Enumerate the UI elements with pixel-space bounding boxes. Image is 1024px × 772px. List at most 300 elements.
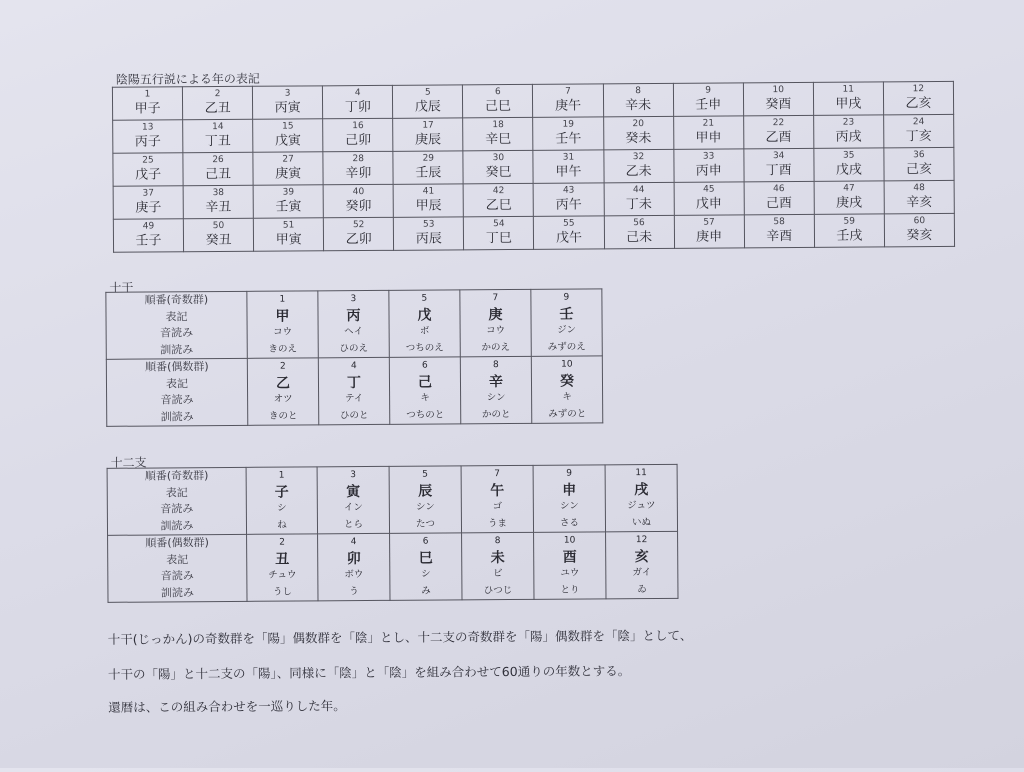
year-number: 31 — [562, 152, 575, 163]
year-cell — [883, 81, 953, 114]
year-name: 壬辰 — [415, 165, 442, 181]
year-number: 53 — [422, 219, 435, 230]
year-name: 庚戌 — [836, 195, 863, 211]
year-cell — [253, 86, 323, 119]
kanji: 己 — [417, 374, 433, 391]
branches-even-labels — [108, 534, 247, 602]
year-name: 癸卯 — [345, 198, 372, 215]
kanji: 甲 — [275, 308, 290, 325]
year-name: 丁酉 — [765, 163, 792, 179]
year-cell — [674, 182, 744, 215]
year-number: 23 — [842, 117, 855, 128]
order-number: 12 — [635, 535, 648, 546]
year-name: 庚子 — [135, 200, 162, 216]
year-number: 12 — [912, 84, 925, 95]
stems-item — [389, 290, 460, 357]
year-name: 戊申 — [695, 196, 722, 212]
year-cell — [743, 115, 813, 148]
order-number: 4 — [350, 537, 357, 548]
year-name: 丙申 — [695, 163, 722, 179]
year-name: 戊午 — [555, 230, 583, 246]
row-label: 表記 — [165, 376, 189, 390]
year-cell — [394, 217, 464, 250]
year-number: 16 — [352, 121, 364, 132]
year-number: 28 — [352, 154, 364, 165]
year-number: 24 — [912, 117, 925, 128]
year-cell — [183, 119, 253, 152]
year-cell — [744, 148, 814, 181]
year-number: 2 — [214, 89, 221, 100]
year-name: 乙亥 — [905, 96, 932, 112]
year-cell — [464, 216, 534, 249]
stems-item — [247, 291, 318, 358]
stems-item — [247, 358, 318, 425]
year-name: 丙辰 — [415, 231, 442, 247]
branches-item — [462, 532, 534, 600]
year-name: 癸酉 — [765, 97, 792, 113]
branches-item — [317, 466, 389, 534]
year-number: 18 — [492, 120, 504, 131]
on-reading: チュウ — [268, 569, 297, 581]
year-name: 癸亥 — [906, 228, 933, 244]
branches-table — [107, 464, 679, 603]
year-name: 壬申 — [695, 97, 722, 113]
kanji: 庚 — [488, 306, 503, 323]
year-number: 46 — [773, 184, 785, 195]
row-label: 表記 — [165, 485, 188, 499]
kanji: 戊 — [417, 307, 432, 324]
year-name: 癸未 — [625, 131, 652, 147]
year-name: 乙卯 — [345, 231, 372, 248]
year-number: 6 — [494, 87, 501, 98]
branches-odd-labels — [107, 467, 246, 535]
order-number: 2 — [279, 537, 285, 548]
row-label: 順番(偶数群) — [145, 360, 209, 374]
on-reading: ヘイ — [344, 326, 364, 338]
kanji: 丙 — [346, 307, 361, 324]
kanji: 卯 — [346, 550, 361, 567]
row-label: 訓読み — [160, 585, 194, 599]
kanji: 寅 — [346, 483, 361, 500]
year-cell — [463, 84, 533, 117]
on-reading: コウ — [486, 325, 506, 337]
year-cell — [884, 213, 954, 246]
year-number: 39 — [282, 187, 295, 198]
on-reading: シン — [415, 501, 435, 513]
year-name: 壬戌 — [836, 228, 863, 244]
row-label: 音読み — [160, 326, 194, 340]
on-reading: キ — [562, 391, 572, 403]
year-number: 4 — [354, 88, 361, 99]
year-number: 47 — [843, 183, 855, 194]
kun-reading: み — [421, 585, 431, 597]
year-name: 戊子 — [135, 167, 162, 183]
row-label: 順番(奇数群) — [144, 469, 209, 483]
stems-even-row — [106, 356, 602, 426]
kun-reading: とり — [560, 584, 580, 596]
year-number: 13 — [141, 122, 154, 133]
year-cell — [182, 86, 252, 119]
year-cell — [463, 150, 533, 183]
year-name: 戊辰 — [414, 99, 441, 115]
year-cell — [113, 186, 183, 219]
order-number: 6 — [421, 360, 428, 371]
year-cell — [324, 217, 394, 250]
kanji: 乙 — [275, 375, 291, 392]
year-number: 49 — [142, 221, 155, 232]
year-name: 丙子 — [134, 134, 161, 150]
year-name: 丙寅 — [274, 100, 301, 116]
year-number: 41 — [422, 186, 435, 197]
year-name: 辛卯 — [345, 165, 372, 182]
year-name: 丁丑 — [204, 133, 231, 150]
year-name: 壬子 — [135, 233, 162, 249]
year-number: 7 — [565, 86, 571, 97]
year-number: 27 — [282, 154, 294, 165]
year-number: 50 — [212, 221, 225, 232]
kun-reading: かのえ — [481, 341, 511, 353]
stems-item — [318, 290, 389, 357]
year-number: 29 — [422, 153, 435, 164]
year-name: 辛巳 — [485, 131, 512, 148]
year-cell — [883, 114, 953, 147]
order-number: 5 — [421, 293, 428, 304]
row-label: 音読み — [160, 393, 194, 407]
year-cell — [603, 83, 673, 116]
year-cell — [253, 152, 323, 185]
year-number: 51 — [282, 220, 295, 231]
note-line-3: 還暦は、この組み合わせを一巡りした年。 — [108, 698, 346, 715]
year-name: 戊寅 — [274, 133, 302, 149]
stems-item — [460, 289, 531, 356]
year-cell — [183, 152, 253, 185]
order-number: 9 — [563, 292, 570, 303]
branches-even-row — [108, 531, 678, 602]
stems-item — [460, 356, 531, 423]
on-reading: ボウ — [344, 569, 364, 581]
order-number: 2 — [279, 361, 286, 372]
year-cell — [744, 181, 814, 214]
year-number: 36 — [913, 150, 925, 161]
year-name: 甲戌 — [835, 96, 862, 112]
year-number: 17 — [422, 120, 434, 131]
order-number: 9 — [566, 468, 573, 479]
kun-reading: きのえ — [268, 343, 298, 355]
year-number: 25 — [142, 155, 154, 166]
order-number: 3 — [350, 294, 357, 305]
year-cell — [253, 185, 323, 218]
order-number: 10 — [561, 359, 573, 370]
year-name: 丁卯 — [344, 99, 371, 116]
kanji: 辛 — [488, 373, 504, 390]
on-reading: イン — [343, 502, 363, 514]
branches-item — [534, 532, 606, 600]
stems-odd-row — [106, 289, 602, 359]
note-line-1: 十干(じっかん)の奇数群を「陽」偶数群を「陰」とし、十二支の奇数群を「陽」偶数群を「陰」として、 — [107, 627, 693, 647]
year-number: 26 — [212, 155, 224, 166]
kun-reading: つちのえ — [405, 341, 444, 354]
year-cell — [673, 149, 743, 182]
order-number: 8 — [492, 360, 499, 371]
kun-reading: ひのと — [339, 409, 369, 421]
branches-item — [461, 465, 533, 533]
year-cell — [323, 85, 393, 118]
year-cell — [113, 153, 183, 186]
year-cell — [674, 215, 744, 248]
year-name: 己未 — [626, 230, 653, 246]
kun-reading: う — [349, 585, 359, 597]
year-name: 丙午 — [555, 197, 582, 213]
year-cell — [183, 185, 253, 218]
year-number: 15 — [282, 121, 294, 132]
year-cell — [603, 149, 673, 182]
row-label: 表記 — [166, 552, 189, 566]
branches-item — [318, 533, 390, 601]
year-number: 32 — [632, 152, 645, 163]
kanji: 丁 — [346, 374, 362, 391]
kun-reading: とら — [343, 518, 364, 530]
year-name: 庚寅 — [275, 166, 302, 182]
year-number: 40 — [352, 187, 365, 198]
year-cell — [534, 216, 604, 249]
kanji: 巳 — [418, 550, 433, 567]
year-cell — [603, 116, 673, 149]
year-number: 57 — [703, 217, 715, 228]
year-cell — [112, 87, 182, 120]
year-cell — [814, 181, 884, 214]
year-cell — [253, 218, 323, 251]
kanji: 亥 — [634, 548, 649, 565]
year-cell — [813, 115, 883, 148]
on-reading: ジュツ — [627, 500, 656, 512]
stems-even-labels — [106, 358, 247, 426]
on-reading: コウ — [273, 326, 293, 338]
kanji: 子 — [274, 484, 289, 501]
year-cell — [604, 182, 674, 215]
branches-item — [246, 467, 317, 534]
year-name: 甲寅 — [275, 232, 302, 248]
year-cell — [533, 84, 603, 117]
on-reading: シ — [421, 568, 431, 580]
year-number: 21 — [702, 118, 715, 129]
year-number: 45 — [703, 184, 715, 195]
year-number: 59 — [843, 216, 855, 227]
year-number: 22 — [772, 118, 785, 129]
kun-reading: みずのえ — [547, 340, 586, 353]
year-name: 己丑 — [205, 166, 232, 183]
kun-reading: ひのえ — [339, 342, 369, 354]
year-cell — [393, 85, 463, 118]
year-cell — [673, 116, 743, 149]
kun-reading: ひつじ — [483, 584, 513, 596]
on-reading: ジン — [557, 324, 577, 336]
order-number: 11 — [635, 468, 647, 479]
year-cell — [814, 214, 884, 247]
year-name: 辛丑 — [205, 199, 232, 216]
year-cell — [393, 184, 463, 217]
year-number: 5 — [424, 87, 431, 98]
year-name: 辛未 — [625, 98, 652, 114]
kun-reading: つちのと — [406, 408, 445, 421]
year-number: 44 — [632, 185, 645, 196]
year-table — [112, 81, 955, 253]
year-name: 癸丑 — [205, 232, 232, 249]
kanji: 壬 — [559, 306, 574, 323]
year-number: 3 — [284, 88, 291, 99]
stems-odd-labels — [106, 291, 247, 359]
year-name: 甲申 — [695, 130, 722, 146]
kun-reading: さる — [559, 517, 580, 529]
row-label: 順番(奇数群) — [144, 293, 209, 307]
year-cell — [884, 180, 954, 213]
stems-title: 十干 — [109, 280, 134, 295]
year-number: 34 — [772, 151, 785, 162]
branches-item — [247, 534, 318, 601]
branches-title: 十二支 — [110, 455, 147, 470]
year-name: 丙戌 — [835, 129, 862, 145]
year-name: 辛酉 — [766, 229, 793, 245]
branches-item — [390, 533, 462, 601]
year-number: 33 — [702, 151, 715, 162]
kanji: 丑 — [275, 551, 290, 568]
kanji: 申 — [562, 482, 577, 499]
stems-item — [389, 357, 460, 424]
kanji: 戌 — [634, 481, 649, 498]
kanji: 辰 — [418, 483, 433, 500]
on-reading: ユウ — [560, 567, 580, 579]
year-name: 甲午 — [555, 164, 582, 180]
year-number: 11 — [842, 84, 855, 95]
branches-item — [605, 464, 677, 532]
year-number: 14 — [212, 122, 224, 133]
year-cell — [744, 214, 814, 247]
year-cell — [673, 83, 743, 116]
year-name: 甲子 — [134, 101, 161, 117]
year-name: 庚辰 — [415, 132, 442, 148]
order-number: 1 — [278, 470, 285, 481]
kanji: 癸 — [559, 373, 575, 390]
on-reading: シン — [559, 500, 579, 512]
on-reading: キ — [420, 392, 430, 404]
year-number: 43 — [562, 185, 575, 196]
year-cell — [463, 183, 533, 216]
order-number: 10 — [563, 535, 576, 546]
year-number: 38 — [212, 188, 225, 199]
year-name: 乙酉 — [765, 130, 792, 146]
stems-item — [531, 289, 602, 356]
branches-item — [606, 531, 678, 599]
row-label: 音読み — [160, 569, 194, 583]
kun-reading: うま — [487, 517, 508, 529]
year-cell — [113, 219, 183, 252]
on-reading: ボ — [419, 325, 430, 337]
year-number: 58 — [773, 217, 785, 228]
kun-reading: きのと — [268, 409, 298, 422]
year-number: 20 — [632, 119, 645, 130]
year-name: 丁巳 — [485, 230, 512, 247]
year-cell — [183, 218, 253, 251]
order-number: 3 — [350, 470, 357, 481]
year-number: 37 — [142, 188, 154, 199]
row-label: 訓読み — [160, 342, 194, 356]
year-cell — [533, 117, 603, 150]
year-cell — [253, 119, 323, 152]
note-line-2: 十干の「陽」と十二支の「陽」、同様に「陰」と「陰」を組み合わせて60通りの年数とする。 — [107, 663, 631, 682]
on-reading: オツ — [273, 393, 293, 405]
on-reading: シン — [486, 392, 506, 404]
year-cell — [323, 151, 393, 184]
kun-reading: ゐ — [637, 583, 647, 595]
kanji: 酉 — [562, 549, 577, 566]
on-reading: シ — [277, 502, 287, 514]
row-label: 順番(偶数群) — [145, 536, 209, 550]
row-label: 訓読み — [160, 409, 194, 423]
year-number: 52 — [352, 220, 365, 231]
year-table-title: 陰陽五行説による年の表記 — [115, 71, 260, 87]
year-name: 癸巳 — [485, 164, 512, 181]
year-number: 35 — [842, 150, 855, 161]
kun-reading: うし — [272, 586, 292, 598]
on-reading: テイ — [344, 393, 364, 405]
year-cell — [604, 215, 674, 248]
branches-odd-row — [107, 464, 677, 535]
year-cell — [534, 183, 604, 216]
year-cell — [393, 151, 463, 184]
on-reading: ビ — [493, 568, 503, 580]
year-number: 54 — [493, 219, 505, 230]
year-name: 乙巳 — [485, 197, 512, 214]
year-name: 己卯 — [345, 132, 372, 149]
year-name: 乙未 — [625, 164, 652, 180]
year-cell — [884, 147, 954, 180]
order-number: 5 — [422, 469, 429, 480]
year-number: 42 — [492, 186, 505, 197]
year-name: 壬寅 — [275, 199, 302, 215]
year-number: 1 — [144, 89, 151, 100]
order-number: 7 — [494, 469, 501, 480]
year-number: 55 — [563, 218, 575, 229]
stems-item — [531, 356, 602, 423]
stems-item — [318, 357, 389, 424]
year-name: 辛亥 — [906, 195, 933, 211]
row-label: 表記 — [165, 309, 188, 323]
row-label: 訓読み — [160, 518, 194, 532]
year-name: 戊戌 — [835, 162, 862, 178]
year-cell — [323, 118, 393, 151]
year-cell — [813, 82, 883, 115]
year-name: 丁亥 — [905, 129, 932, 145]
year-number: 9 — [705, 85, 712, 96]
year-name: 丁未 — [625, 197, 652, 213]
order-number: 4 — [350, 361, 357, 372]
kun-reading: みずのと — [548, 407, 587, 420]
branches-item — [389, 466, 461, 534]
order-number: 1 — [279, 294, 286, 305]
year-name: 乙丑 — [204, 100, 231, 117]
kun-reading: かのと — [481, 408, 511, 420]
year-number: 48 — [913, 183, 925, 194]
order-number: 8 — [494, 536, 501, 547]
year-name: 庚午 — [555, 98, 582, 114]
kun-reading: いぬ — [631, 516, 652, 528]
year-cell — [393, 118, 463, 151]
year-number: 8 — [635, 86, 641, 97]
year-cell — [463, 117, 533, 150]
order-number: 6 — [422, 536, 429, 547]
year-cell — [113, 120, 183, 153]
year-cell — [533, 150, 603, 183]
kanji: 午 — [490, 482, 505, 499]
